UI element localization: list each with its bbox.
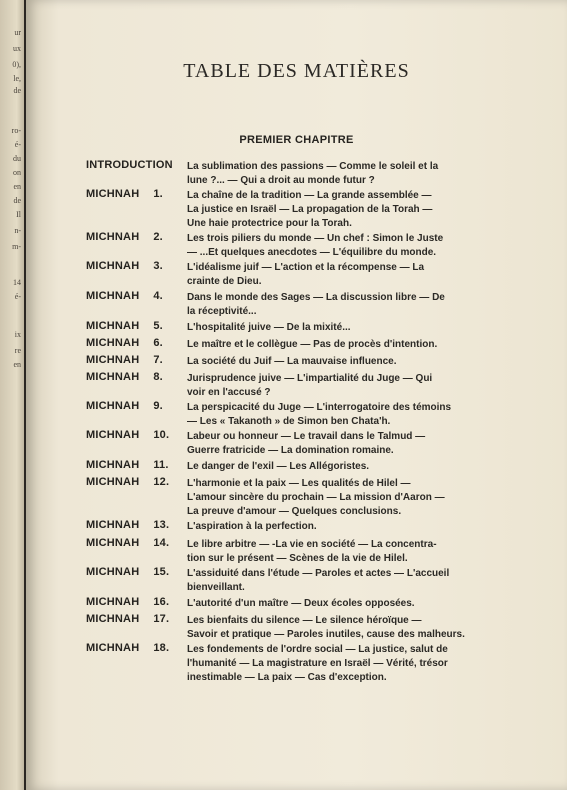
previous-page-fragment: le, — [13, 74, 21, 83]
entry-description-line: voir en l'accusé ? — [187, 387, 271, 398]
entry-description-line: Les bienfaits du silence — Le silence héroïque — — [187, 615, 422, 626]
entry-description — [187, 477, 517, 519]
entry-number: 17. — [153, 613, 170, 625]
entry-number: 9. — [153, 400, 163, 412]
previous-page-fragment: ro- — [11, 126, 21, 135]
entry-description-line: Les fondements de l'ordre social — La justice, salut de — [187, 644, 448, 655]
entry-label — [86, 371, 163, 383]
entry-description-line: La justice en Israël — La propagation de la Torah — — [187, 204, 433, 215]
entry-description-line: Le libre arbitre — -La vie en société — La concentra- — [187, 539, 437, 550]
page-title: TABLE DES MATIÈRES — [183, 60, 410, 82]
previous-page-fragment: 0), — [12, 60, 21, 69]
entry-label-text: MICHNAH — [86, 354, 140, 366]
previous-page-fragment: é- — [14, 140, 21, 149]
entry-description — [187, 643, 517, 685]
previous-page-fragment: en — [13, 360, 21, 369]
entry-label-text: MICHNAH — [86, 371, 140, 383]
entry-number: 12. — [153, 476, 170, 488]
entry-label — [86, 476, 169, 488]
entry-label-text: MICHNAH — [86, 290, 140, 302]
entry-description-line: Jurisprudence juive — L'impartialité du Juge — Qui — [187, 373, 433, 384]
entry-description — [187, 232, 517, 260]
entry-label — [86, 459, 169, 471]
entry-description — [187, 372, 517, 400]
entry-label-text: MICHNAH — [86, 459, 140, 471]
entry-description-line: La chaîne de la tradition — La grande assemblée — — [187, 190, 432, 201]
entry-description — [187, 538, 517, 566]
entry-number: 1. — [153, 188, 163, 200]
entry-description — [187, 321, 517, 335]
entry-description-line: L'amour sincère du prochain — La mission d'Aaron — — [187, 492, 445, 503]
entry-label — [86, 260, 163, 272]
entry-number: 5. — [153, 320, 163, 332]
entry-description-line: La perspicacité du Juge — L'interrogatoire des témoins — [187, 402, 452, 413]
entry-description — [187, 430, 517, 458]
entry-description-line: lune ?... — Qui a droit au monde futur ? — [187, 175, 375, 186]
entry-label-text: MICHNAH — [86, 320, 140, 332]
entry-number: 18. — [153, 642, 170, 654]
entry-label-text: MICHNAH — [86, 537, 140, 549]
entry-description-line: L'harmonie et la paix — Les qualités de Hilel — — [187, 478, 411, 489]
entry-description-line: l'humanité — La magistrature en Israël — Vérité, trésor — [187, 658, 448, 669]
entry-label — [86, 231, 163, 243]
entry-number: 8. — [153, 371, 163, 383]
previous-page-fragment: en — [13, 182, 21, 191]
entry-number: 3. — [153, 260, 163, 272]
entry-label-text: MICHNAH — [86, 429, 140, 441]
entry-number: 13. — [153, 519, 170, 531]
previous-page-fragment: du — [13, 154, 21, 163]
entry-description-line: tion sur le présent — Scènes de la vie de Hilel. — [187, 553, 408, 564]
entry-label-text: MICHNAH — [86, 260, 140, 272]
previous-page-fragment: re — [14, 346, 21, 355]
entry-label — [86, 320, 163, 332]
entry-description-line: Savoir et pratique — Paroles inutiles, cause des malheurs. — [187, 629, 465, 640]
previous-page-fragment: 14 — [13, 278, 21, 287]
entry-label-text: MICHNAH — [86, 476, 140, 488]
entry-label — [86, 519, 169, 531]
entry-label — [86, 188, 163, 200]
entry-description-line: crainte de Dieu. — [187, 276, 262, 287]
entry-label — [86, 642, 169, 654]
entry-description — [187, 355, 517, 369]
entry-label-text: MICHNAH — [86, 642, 140, 654]
entry-description-line: L'hospitalité juive — De la mixité... — [187, 322, 351, 333]
previous-page-fragment: on — [13, 168, 21, 177]
entry-label — [86, 159, 173, 171]
entry-label — [86, 566, 169, 578]
entry-description — [187, 401, 517, 429]
entry-description-line: L'aspiration à la perfection. — [187, 521, 317, 532]
entry-label — [86, 596, 169, 608]
entry-description — [187, 189, 517, 231]
entry-label-text: INTRODUCTION — [86, 159, 173, 171]
previous-page-fragment: de — [13, 86, 21, 95]
entry-description-line: — ...Et quelques anecdotes — L'équilibre du monde. — [187, 247, 437, 258]
previous-page-fragment: Il — [16, 210, 21, 219]
entry-description-line: L'assiduité dans l'étude — Paroles et actes — L'accueil — [187, 568, 450, 579]
previous-page-fragment: ur — [14, 28, 21, 37]
entry-label-text: MICHNAH — [86, 231, 140, 243]
entry-number: 2. — [153, 231, 163, 243]
entry-label-text: MICHNAH — [86, 596, 140, 608]
entry-number: 4. — [153, 290, 163, 302]
entry-label — [86, 337, 163, 349]
entry-description — [187, 597, 517, 611]
entry-description-line: Les trois piliers du monde — Un chef : Simon le Juste — [187, 233, 444, 244]
entry-description — [187, 338, 517, 352]
entry-description-line: Labeur ou honneur — Le travail dans le Talmud — — [187, 431, 426, 442]
entry-description-line: la réceptivité... — [187, 306, 257, 317]
previous-page-fragment: ux — [13, 44, 21, 53]
entry-description-line: bienveillant. — [187, 582, 245, 593]
entry-description — [187, 460, 517, 474]
entry-number: 6. — [153, 337, 163, 349]
entry-description-line: Une haie protectrice pour la Torah. — [187, 218, 352, 229]
entry-label-text: MICHNAH — [86, 613, 140, 625]
chapter-heading: PREMIER CHAPITRE — [239, 134, 354, 146]
entry-label — [86, 429, 169, 441]
entry-description — [187, 520, 517, 534]
entry-description-line: — Les « Takanoth » de Simon ben Chata'h. — [187, 416, 391, 427]
previous-page-fragment: é- — [14, 292, 21, 301]
entry-description — [187, 614, 517, 642]
entry-description-line: L'autorité d'un maître — Deux écoles opposées. — [187, 598, 415, 609]
entry-description — [187, 567, 517, 595]
entry-description-line: La sublimation des passions — Comme le soleil et la — [187, 161, 439, 172]
entry-number: 11. — [153, 459, 169, 471]
entry-number: 14. — [153, 537, 170, 549]
entry-label — [86, 400, 163, 412]
entry-label — [86, 613, 169, 625]
entry-label-text: MICHNAH — [86, 337, 140, 349]
previous-page-fragment: ix — [14, 330, 21, 339]
entry-description-line: La société du Juif — La mauvaise influence. — [187, 356, 397, 367]
entry-description — [187, 291, 517, 319]
previous-page-fragment: de — [13, 196, 21, 205]
entry-description-line: L'idéalisme juif — L'action et la récompense — La — [187, 262, 425, 273]
entry-label — [86, 537, 169, 549]
entry-label — [86, 354, 163, 366]
entry-description — [187, 261, 517, 289]
previous-page-fragment: m- — [12, 242, 21, 251]
entry-number: 10. — [153, 429, 170, 441]
previous-page-edge — [0, 0, 24, 790]
entry-number: 7. — [153, 354, 163, 366]
previous-page-fragment: n- — [14, 226, 21, 235]
entry-description-line: Le danger de l'exil — Les Allégoristes. — [187, 461, 370, 472]
entry-number: 16. — [153, 596, 170, 608]
entry-label-text: MICHNAH — [86, 566, 140, 578]
entry-label — [86, 290, 163, 302]
entry-description-line: Dans le monde des Sages — La discussion libre — De — [187, 292, 445, 303]
entry-description-line: Guerre fratricide — La domination romaine. — [187, 445, 394, 456]
entry-label-text: MICHNAH — [86, 188, 140, 200]
entry-label-text: MICHNAH — [86, 519, 140, 531]
entry-description-line: La preuve d'amour — Quelques conclusions. — [187, 506, 402, 517]
entry-number: 15. — [153, 566, 170, 578]
book-page — [26, 0, 567, 790]
entry-description-line: inestimable — La paix — Cas d'exception. — [187, 672, 387, 683]
entry-description — [187, 160, 517, 188]
entry-label-text: MICHNAH — [86, 400, 140, 412]
entry-description-line: Le maître et le collègue — Pas de procès d'intention. — [187, 339, 438, 350]
